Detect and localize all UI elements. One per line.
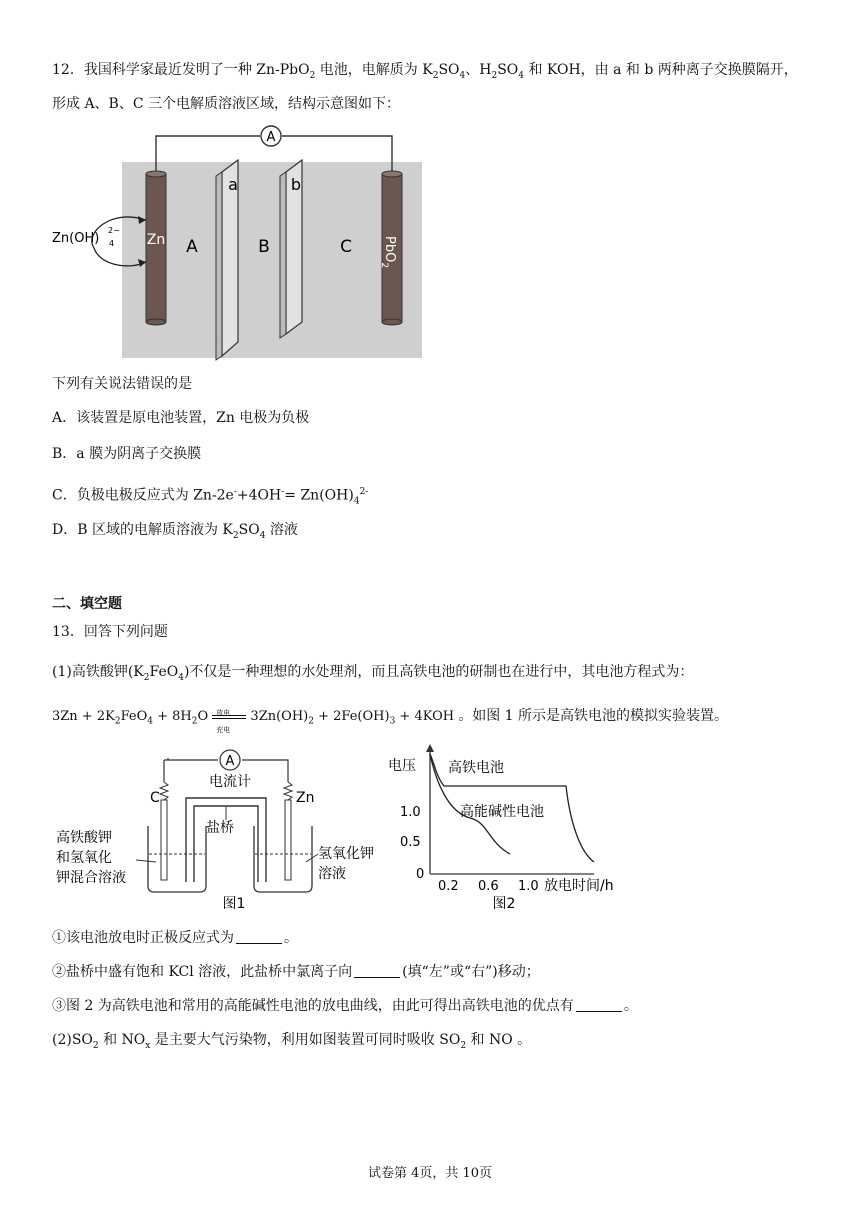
svg-text:A: A <box>225 754 235 769</box>
q12-stem-line1: 12．我国科学家最近发明了一种 Zn-PbO$_2$ 电池，电解质为 $K_2SO_4$、$H_2SO_4$ 和 KOH，由 a 和 b 两种离子交换膜隔开， <box>52 62 798 81</box>
svg-text:0: 0 <box>416 867 425 882</box>
answer-blank-3[interactable] <box>576 997 622 1012</box>
q12-option-b[interactable]: B．a 膜为阴离子交换膜 <box>52 446 202 462</box>
series-gaoneng-label: 高能碱性电池 <box>460 804 544 820</box>
fig2-caption: 图2 <box>492 896 516 912</box>
fig1-ammeter-name: 电流计 <box>209 774 251 790</box>
q12-stem-line2: 形成 A、B、C 三个电解质溶液区域，结构示意图如下： <box>52 96 401 112</box>
q13-equation: $3Zn + 2K_2FeO_4 + 8H_2O$ 放电 充电 $3Zn(OH)_2 + 2Fe(OH)_3 + 4KOH$ 。如图 1 所示是高铁电池的模拟实验装置。 <box>52 708 729 734</box>
q13-part1-intro: (1)高铁酸钾$(K_2FeO_4)$不仅是一种理想的水处理剂，而且高铁电池的研制也在进行中，其电池方程式为： <box>52 664 694 683</box>
svg-text:1.0: 1.0 <box>518 879 539 894</box>
q12-option-a[interactable]: A．该装置是原电池装置，Zn 电极为负极 <box>52 410 310 426</box>
fig2-discharge-chart <box>384 742 624 912</box>
membrane-a-label: a <box>228 175 238 194</box>
answer-blank-2[interactable] <box>354 963 400 978</box>
q13-sub2: ②盐桥中盛有饱和 KCl 溶液，此盐桥中氯离子向 (填“左”或“右”)移动； <box>52 964 540 980</box>
series-gaotie-label: 高铁电池 <box>448 760 504 776</box>
q13-sub1: ①该电池放电时正极反应式为 。 <box>52 930 298 946</box>
left-solution-line2: 和氢氧化 <box>56 850 112 866</box>
q12-option-c[interactable]: C．负极电极反应式为 $Zn-2e^-+4OH^-= Zn(OH)_4^{2-}$ <box>52 487 369 507</box>
ammeter-symbol: A <box>266 130 276 145</box>
right-solution-line2: 溶液 <box>318 866 346 882</box>
right-solution-line1: 氢氧化钾 <box>318 846 374 862</box>
q12-question: 下列有关说法错误的是 <box>52 376 192 392</box>
q13-title: 13．回答下列问题 <box>52 624 168 640</box>
membrane-b-label: b <box>290 175 302 194</box>
electrolyte-tank <box>122 162 422 358</box>
q12-cell-diagram <box>50 124 430 364</box>
region-c-label: C <box>340 237 352 257</box>
svg-text:1.0: 1.0 <box>400 805 421 820</box>
page-footer: 试卷第 4页，共 10页 <box>367 1166 493 1181</box>
fig1-apparatus <box>52 742 392 912</box>
answer-blank-1[interactable] <box>236 929 282 944</box>
q13-part2: $(2)SO_2$ 和 $NO_x$ 是主要大气污染物，利用如图装置可同时吸收 $SO_2$ 和 NO 。 <box>52 1032 532 1051</box>
salt-bridge-label: 盐桥 <box>206 820 234 836</box>
ion-label: Zn(OH) <box>52 231 100 246</box>
fig1-caption: 图1 <box>222 896 246 912</box>
zn-label: Zn <box>146 232 166 248</box>
left-beaker <box>148 826 206 892</box>
left-solution-line3: 钾混合溶液 <box>56 870 126 886</box>
q13-sub3: ③图 2 为高铁电池和常用的高能碱性电池的放电曲线，由此可得出高铁电池的优点有 。 <box>52 998 638 1014</box>
svg-text:4: 4 <box>109 239 115 248</box>
reversible-arrow: 放电 充电 <box>212 709 246 725</box>
svg-text:0.5: 0.5 <box>400 835 421 850</box>
svg-text:2−: 2− <box>108 226 120 235</box>
fig1-zn-label: Zn <box>296 790 315 806</box>
q12-option-d[interactable]: D．B 区域的电解质溶液为 $K_2SO_4$ 溶液 <box>52 522 298 541</box>
region-b-label: B <box>258 237 270 257</box>
zn-electrode <box>146 174 166 322</box>
region-a-label: A <box>186 237 198 257</box>
pbo2-label: PbO$_2$ <box>379 236 397 269</box>
svg-text:0.2: 0.2 <box>438 879 459 894</box>
left-solution-line1: 高铁酸钾 <box>56 830 112 846</box>
section-heading: 二、填空题 <box>52 596 122 612</box>
right-beaker <box>254 826 312 892</box>
svg-text:0.6: 0.6 <box>478 879 499 894</box>
fig1-c-label: C <box>150 790 160 806</box>
fig2-xlabel: 放电时间/h <box>544 878 614 894</box>
fig2-ylabel: 电压 <box>388 758 416 774</box>
